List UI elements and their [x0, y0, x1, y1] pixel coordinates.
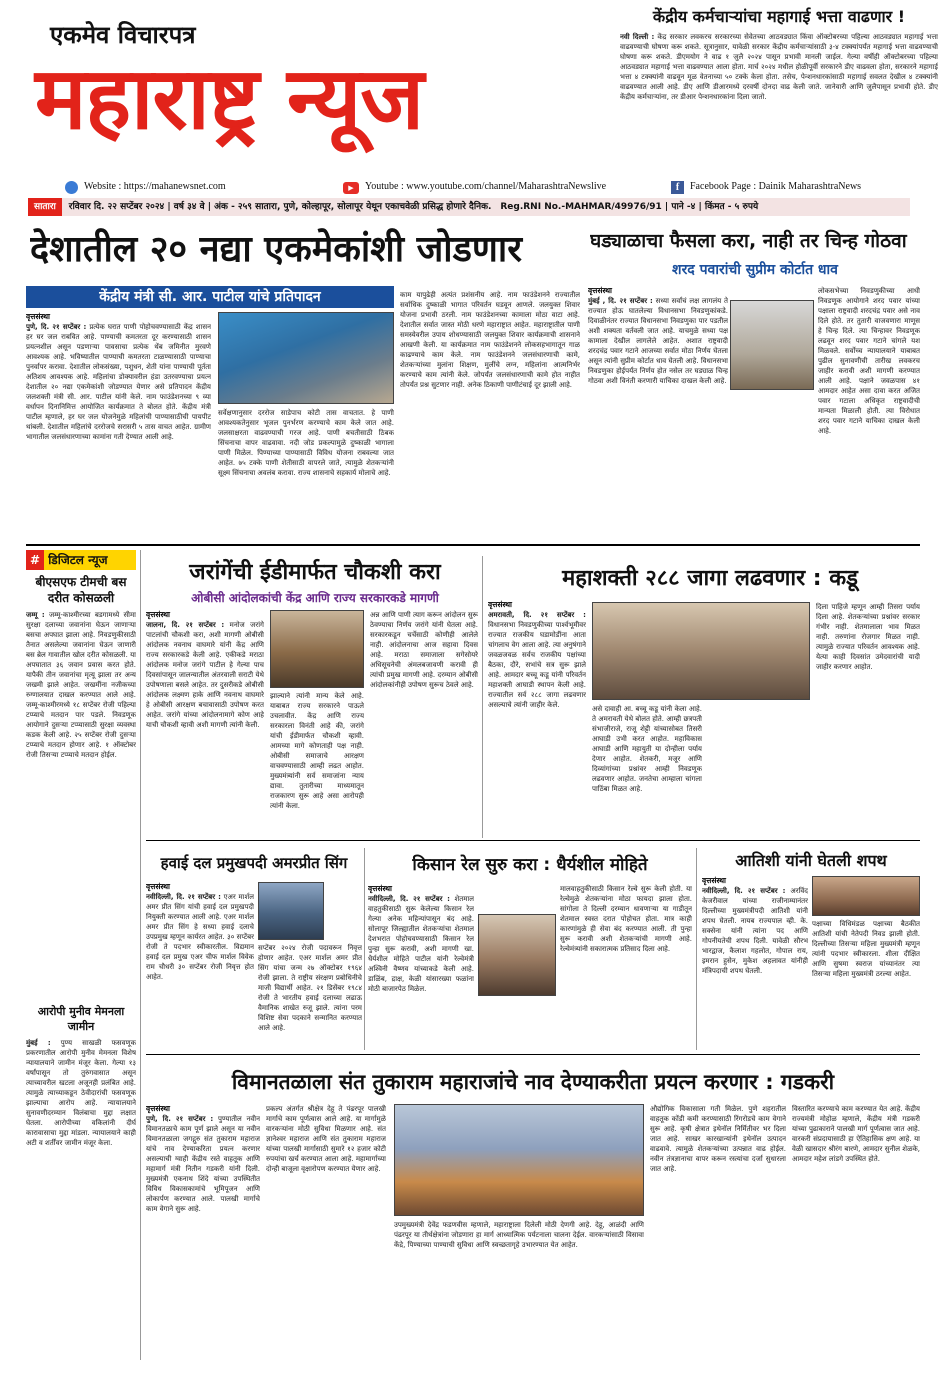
gadkari-body3: उपमुख्यमंत्री देवेंद्र फडणवीस म्हणाले, महाराष्ट्राला दिलेली मोठी देणगी आहे. देहू, आळंदी आणि पंढरपूर या तीर्थक्षेत्रांना जोडणारा हा मार्ग आध्यात्मिक पर्यटनाला चालना देईल. वारकऱ्यांसाठी विसावा केंद्रे, पिण्याच्या पाण्याची सुविधा आणि स्वच्छतागृहे उभारण्यात येत आहेत. — [394, 1221, 644, 1249]
masthead-tagline: एकमेव विचारपत्र — [50, 21, 196, 49]
date-bar — [28, 198, 910, 216]
atishi-source: वृत्तसंस्था — [702, 876, 726, 885]
top-story — [620, 6, 938, 178]
masthead-title: महाराष्ट्र न्यूज — [35, 49, 424, 149]
column-rule-left — [140, 550, 141, 1360]
rivers-headline: देशातील २० नद्या एकमेकांशी जोडणार — [30, 229, 522, 270]
jarange-source: वृत्तसंस्था — [146, 610, 170, 619]
mahashakti-body3: दिला पाहिजे म्हणून आम्ही तिसरा पर्याय दिला आहे. शेतकऱ्यांच्या प्रश्नांवर सरकार गंभीर नाही. शेतमालाला भाव मिळत नाही. तरुणांना रोजगार मिळत नाही. त्यामुळे राज्यात परिवर्तन आवश्यक आहे. येत्या काही दिवसांत उमेदवारांची यादी जाहीर करणार आहोत. — [816, 603, 920, 671]
kisan-body2: मालवाहतुकीसाठी किसान रेल्वे सुरू केली होती. या रेल्वेमुळे शेतकऱ्यांना मोठा फायदा झाला होता. सांगोला ते दिल्ली दरम्यान धावणाऱ्या या गाडीतून शेतमाल स्वस्त दरात पोहोचत होता. मात्र काही कारणांमुळे ही सेवा बंद करण्यात आली. ती पुन्हा सुरू करावी अशी शेतकऱ्यांची मागणी आहे. रेल्वेमंत्र्यांनी सकारात्मक प्रतिसाद दिला आहे. — [560, 885, 692, 953]
atishi-headline: आतिशी यांनी घेतली शपथ — [735, 851, 887, 870]
jarange-headline: जरांगेंची ईडीमार्फत चौकशी करा — [189, 560, 441, 585]
mahashakti-headline: महाशक्ती २८८ जागा लढवणार : कडू — [562, 566, 858, 591]
rivers-subhead: केंद्रीय मंत्री सी. आर. पाटील यांचे प्रतिपादन — [26, 286, 394, 308]
amarpreet-body1: एअर मार्शल अमर प्रीत सिंग यांची हवाई दल प्रमुखपदी नियुक्ती करण्यात आली आहे. एअर मार्शल अमर प्रीत सिंग हे सध्या हवाई दलाचे उपप्रमुख म्हणून कार्यरत आहेत. ३० सप्टेंबर रोजी ते पदभार स्वीकारतील. विद्यमान हवाई दल प्रमुख एअर चीफ मार्शल विवेक राम चौधरी ३० सप्टेंबर रोजी निवृत्त होत आहेत. — [146, 893, 254, 981]
mahashakti-body2: असे दावाही आ. बच्चू कडू यांनी केला आहे. ते अमरावती येथे बोलत होते. आम्ही छत्रपती संभाजीराजे, राजू शेट्टी यांच्यासोबत तिसरी आघाडी उभी करत आहोत. महाविकास आघाडी आणि महायुती या दोन्हीला पर्याय देणार आहोत. शेतकरी, मजूर आणि दिव्यांगांच्या प्रश्नांवर आम्ही निवडणूक लढवणार आहोत. जनतेचा आम्हाला चांगला पाठिंबा मिळत आहे. — [592, 705, 702, 793]
jarange-body1: मनोज जरांगे पाटलांची चौकशी करा, अशी मागणी ओबीसी आंदोलक नवनाथ वाघमारे यांनी केंद्र आणि राज्य सरकारकडे केली आहे. एकीकडे मराठा आंदोलक मनोज जरांगे पाटील हे गेल्या पाच दिवसांपासून जालन्यातील अंतरवाली सराटी येथे उपोषणाला बसले आहेत. तर दुसरीकडे ओबीसी आंदोलक लक्ष्मण हाके आणि नवनाथ वाघमारे हे ओबीसी आरक्षण बचावासाठी उपोषण करत आहेत. जरांगे यांच्या आंदोलनामागे कोण आहे याची चौकशी व्हावी अशी मागणी त्यांनी केली. — [146, 621, 264, 729]
atishi-col2 — [812, 876, 920, 1050]
amarpreet-source: वृत्तसंस्था — [146, 882, 170, 891]
bsf-dateline: जम्मू : — [26, 611, 45, 619]
jarange-dateline: जालना, दि. २१ सप्टेंबर : — [146, 621, 225, 629]
party-headline: घड्याळाचा फैसला करा, नाही तर चिन्ह गोठवा — [590, 230, 907, 252]
kisan-col1 — [368, 884, 474, 1050]
party-col1 — [588, 286, 728, 540]
amarpreet-body2: सप्टेंबर २०२४ रोजी पदावरून निवृत्त होणार आहेत. एअर मार्शल अमर प्रीत सिंग यांचा जन्म २७ ऑक्टोबर १९६४ रोजी झाला. ते राष्ट्रीय संरक्षण प्रबोधिनीचे माजी विद्यार्थी आहेत. २१ डिसेंबर १९८४ रोजी ते भारतीय हवाई दलाच्या लढाऊ वैमानिक शाखेत रुजू झाले. त्यांना परम विशिष्ट सेवा पदकाने सन्मानित करण्यात आले आहे. — [258, 944, 362, 1032]
youtube-link[interactable]: Youtube : www.youtube.com/channel/MaharashtraNewslive — [365, 181, 607, 192]
jarange-col3 — [370, 610, 478, 834]
atishi-body1: अरविंद केजरीवाल यांच्या राजीनाम्यानंतर दिल्लीच्या मुख्यमंत्रीपदी आतिशी यांनी शपथ घेतली. नायब राज्यपाल व्ही. के. सक्सेना यांनी त्यांना पद आणि गोपनीयतेची शपथ दिली. यावेळी सौरभ भारद्वाज, कैलाश गहलोत, गोपाल राय, इमरान हुसेन, मुकेश अहलावत यांनीही मंत्रिपदाची शपथ घेतली. — [702, 887, 808, 975]
gadkari-headline: विमानतळाला संत तुकाराम महाराजांचे नाव देण्याकरीता प्रयत्न करणार : गडकरी — [231, 1070, 835, 1094]
rivers-col1 — [26, 312, 211, 540]
top-story-text: केंद्र सरकार लवकरच सरकारच्या सेवेतच्या आठवड्यात किंवा ऑक्टोबरच्या पहिल्या आठवड्यात महागाई भत्ता वाढवण्याची घोषणा करू शकते. सूत्रानुसार, यावेळी सरकार केंद्रीय कर्मचाऱ्यांसाठी ३-४ टक्क्यांपर्यंत महागाई भत्ता वाढवण्याची घोषणा करू शकते. डीएमयोग ने वाढ १ जुलै २०२४ पासून प्रभावी मानली जाईल. गेल्या वर्षीही ऑक्टोबरच्या पहिल्या आठवड्यात महागाई भत्ता वाढवण्यात आला होता. मार्च २०२४ मधील होळीपूर्वी सरकारने डीए वाढवला होता, सरकारने महागाई भत्ता ४ टक्क्यांनी वाढवून मूळ वेतनाच्या ५० टक्के केला होता. तसेच, पेन्शनधारकांसाठी महागाई सवलत देखील ४ टक्क्यांनी वाढवण्यात आली आहे. डीए आणि डीआरमध्ये दरवर्षी दोनदा वाढ केली जाते. जानेवारी आणि जुलैपासून प्रभावी होते. डीए केंद्रीय कर्मचाऱ्यांना, तर डीआर पेन्शनधारकांना दिला जातो. — [620, 33, 938, 101]
atishi-col1 — [702, 876, 808, 1050]
divider-3 — [146, 1054, 920, 1055]
mahashakti-photo — [592, 602, 810, 700]
kisan-source: वृत्तसंस्था — [368, 884, 392, 893]
mahashakti-col2 — [592, 704, 702, 834]
supreme-court-photo — [730, 300, 814, 390]
kisan-headline: किसान रेल सुरु करा : धैर्यशील मोहिते — [412, 855, 648, 875]
rivers-body2: सर्वेक्षणानुसार दररोज साडेपाच कोटी तास वाचतात. हे पाणी आवश्यकतेनुसार भूजल पुनर्भरण करण्याचे काम केले जात आहे. जलसाक्षरता वाढवण्याची गरज आहे. पाणी बचतीसाठी ठिबक सिंचनाचा वापर वाढवावा. नदी जोड प्रकल्पामुळे दुष्काळी भागाला पाणी मिळेल. पिण्याच्या पाण्यासाठी विविध योजना राबवल्या जात आहेत. ७५ टक्के पाणी शेतीसाठी वापरले जाते, त्यामुळे शेतकऱ्यांनी सूक्ष्म सिंचनाचा अवलंब करावा. राज्य शासनाचे सहकार्य मोलाचे आहे. — [218, 409, 394, 477]
party-body1: सध्या सर्वांचं लक्ष लागलंय ते राज्यात होऊ घातलेल्या विधानसभा निवडणुकांकडे. दिवाळीनंतर राज्यात विधानसभा निवडणुका पार पडतील अशी शक्यता वर्तवली जात आहे. याचमुळे सध्या पक्ष कामाला देखील लागलेले आहेत. अशात राष्ट्रवादी शरदचंद्र पवार गटाने आजच्या सर्वात मोठा निर्णय घेतला असून त्यांनी सुप्रीम कोर्टात धाव घेतली आहे. विधानसभा निवडणुका होईपर्यंत निर्णय होत नसेल तर घड्याळ चिन्ह गोठवा अशी विनंती करणारी याचिका दाखल केली आहे. — [588, 297, 728, 385]
jarange-body2: झाल्याने त्यांनी मान्य केले आहे. याबाबत राज्य सरकारने पाऊले उचलावीत. केंद्र आणि राज्य सरकारला विनंती आहे की, जरांगे यांची ईडीमार्फत चौकशी व्हावी. आमच्या मागे कोणताही पक्ष नाही. ओबीसी समाजाचे आरक्षण वाचवण्यासाठी आम्ही लढत आहोत. मुख्यमंत्र्यांनी सर्व समाजांना न्याय द्यावा. तुतारीच्या माध्यमातून राजकारण सुरू आहे असा आरोपही त्यांनी केला. — [270, 692, 364, 810]
column-rule-mid — [482, 556, 483, 838]
rivers-source: वृत्तसंस्था — [26, 312, 50, 321]
gadkari-body4: औद्योगिक विकासाला गती मिळेल. पुणे शहरातील वाहतूक कोंडी कमी करण्यासाठी रिंगरोडचे काम वेगाने सुरू आहे. कृषी क्षेत्रात इथेनॉल निर्मितीवर भर दिला जात आहे. साखर कारखान्यांनी इथेनॉल उत्पादन वाढवावे. त्यामुळे शेतकऱ्यांच्या उत्पन्नात वाढ होईल. नवीन तंत्रज्ञानाचा वापर करून रस्त्यांचा दर्जा सुधारला जात आहे. — [650, 1105, 786, 1173]
party-col2 — [818, 286, 920, 540]
mahashakti-dateline: अमरावती, दि. २१ सप्टेंबर : — [488, 611, 586, 619]
youtube-icon: ▶ — [343, 182, 359, 194]
atishi-body2: पक्षाच्या विधिमंडळ पक्षाच्या बैठकीत आतिशी यांची नेतेपदी निवड झाली होती. दिल्लीच्या तिसऱ्या महिला मुख्यमंत्री म्हणून त्यांनी पदभार स्वीकारला. शीला दीक्षित आणि सुषमा स्वराज यांच्यानंतर त्या तिसऱ्या महिला मुख्यमंत्री ठरल्या आहेत. — [812, 920, 920, 978]
facebook-link[interactable]: Facebook Page : Dainik MaharashtraNews — [690, 181, 862, 192]
top-story-headline: केंद्रीय कर्मचाऱ्यांचा महागाई भत्ता वाढणार ! — [652, 7, 906, 26]
divider — [26, 544, 920, 546]
gadkari-col2 — [266, 1104, 386, 1360]
links-bar — [0, 180, 945, 196]
rivers-dateline: पुणे, दि. २१ सप्टेंबर : — [26, 323, 87, 331]
amarpreet-headline: हवाई दल प्रमुखपदी अमरप्रीत सिंग — [160, 854, 348, 872]
gadkari-dateline: पुणे, दि. २१ सप्टेंबर : — [146, 1115, 214, 1123]
top-story-dateline: नवी दिल्ली : — [620, 33, 655, 41]
gadkari-col1 — [146, 1104, 260, 1360]
rivers-photo — [218, 312, 394, 404]
dateline-info: रविवार दि. २२ सप्टेंबर २०२४ | वर्ष ३४ वे | अंक - २५९ सातारा, पुणे, कोल्हापूर, सोलापूर येथून एकाचवेळी प्रसिद्ध होणारे दैनिक. — [68, 202, 492, 212]
party-dateline: मुंबई , दि. २१ सप्टेंबर : — [588, 297, 653, 305]
jarange-photo — [270, 610, 364, 688]
bottom-border — [0, 1380, 945, 1396]
party-body2: लोकसभेच्या निवडणुकीच्या आधी निवडणूक आयोगाने शरद पवार यांच्या पक्षाला राष्ट्रवादी शरदचंद्र पवार असे नाव दिले होते. तर तुतारी वाजवणारा माणूस हे चिन्ह दिले. त्या चिन्हावर निवडणूक लढवून शरद पवार गटाने चांगले यश मिळवले. सर्वोच्च न्यायालयाने याबाबत पुढील सुनावणीची तारीख लवकरच जाहीर करावी अशी मागणी करण्यात आली आहे. पक्षाने जवळपास ४१ आमदार आहेत असा दावा करत अजित पवार गटाला अधिकृत राष्ट्रवादीची मान्यता मिळाली होती. त्या विरोधात शरद पवार गटाने याचिका दाखल केली आहे. — [818, 287, 920, 435]
atishi-photo — [812, 876, 920, 916]
mahashakti-body1: विधानसभा निवडणुकीच्या पार्श्वभूमीवर राज्यात राजकीय घडामोडींना आता चांगलाच वेग आला आहे. त्या अनुषंगाने जवळजवळ सर्वच राजकीय पक्षांच्या बैठका, दौरे, सभांचे सत्र सुरू झाले आहे. आमदार बच्चू कडू यांनी परिवर्तन महाशक्ती आघाडी स्थापन केली आहे. राज्यातील सर्व २८८ जागा लढवणार असल्याचे त्यांनी जाहीर केले. — [488, 621, 586, 709]
edition-tag: सातारा — [28, 198, 62, 216]
digital-news-label: डिजिटल न्यूज — [48, 553, 108, 567]
kisan-dateline: नवीदिल्ली, दि. २१ सप्टेंबर : — [368, 895, 450, 903]
bsf-body — [26, 610, 136, 1000]
rivers-col3 — [400, 290, 580, 540]
column-rule-4 — [696, 848, 697, 1050]
facebook-icon: f — [671, 181, 684, 194]
gadkari-col3 — [394, 1220, 644, 1360]
rivers-body3: काम यापुढेही अत्यंत प्रशंसनीय आहे. नाम फाउंडेशनने राज्यातील सर्वाधिक दुष्काळी भागात परिवर्तन घडवून आणले. जलयुक्त शिवार योजना प्रभावी ठरली. नाम फाउंडेशनच्या कामाला मोठा वाटा आहे. देशातील सर्वात जास्त मोठी धरणे महाराष्ट्रात आहेत. महाराष्ट्रातील पाणी समस्येवरील उपाय शोधण्यासाठी जलयुक्त शिवार कार्यक्रमाची शासनाने आखणी केली. या कार्यक्रमात नाम फाउंडेशनने लोकसहभागातून गाळ काढण्याचे काम केले. नाम फाउंडेशनने जलसंधारणाची कामे, शेतकऱ्यांच्या मुलांना शिक्षण, मुलींचे लग्न, महिलांना आत्मनिर्भर करण्याचे काम त्यांनी केले. जोपर्यंत जलसंधारणाची कामे होत नाहीत तोपर्यंत प्रश्न सुटणार नाही. अनेक ठिकाणी पाणीटंचाई दूर झाली आहे. — [400, 291, 580, 389]
globe-icon — [65, 181, 78, 194]
munir-headline: आरोपी मुनीव मेमनला जामीन — [37, 1005, 125, 1033]
mahashakti-source: वृत्तसंस्था — [488, 600, 512, 609]
party-subhead: शरद पवारांची सुप्रीम कोर्टात धाव — [672, 262, 838, 278]
kisan-col2 — [560, 884, 692, 1050]
registration-info: Reg.RNI No.-MAHMAR/49976/91 | पाने -४ | किंमत - ५ रुपये — [500, 202, 759, 212]
amarpreet-col1 — [146, 882, 254, 1050]
gadkari-body5: विस्तारित करण्याचे काम करण्यात येत आहे. केंद्रीय राज्यमंत्री मोहोळ म्हणाले, केंद्रीय मंत्री गडकरी यांच्या पुढाकाराने पालखी मार्ग पूर्णत्वास जात आहे. वारकरी संप्रदायासाठी हा ऐतिहासिक क्षण आहे. या वेळी खासदार श्रीरंग बारणे, आमदार सुनील शेळके, आमदार महेश लांडगे उपस्थित होते. — [792, 1105, 920, 1163]
amarpreet-dateline: नवीदिल्ली, दि. २१ सप्टेंबर : — [146, 893, 221, 901]
kisan-photo — [478, 914, 556, 996]
divider-2 — [146, 840, 920, 841]
mahashakti-col1 — [488, 600, 586, 834]
top-story-body — [620, 32, 938, 150]
munir-body — [26, 1038, 136, 1358]
bsf-text: जम्मू-काश्मीरच्या बडगामध्ये सीमा सुरक्षा दलाच्या जवानांना घेऊन जाणाऱ्या बसचा अपघात झाला आहे. निवडणुकीसाठी तैनात असलेल्या जवानांना घेऊन जाणारी बस ब्रेल गावातील खोल दरीत कोसळली. या अपघातात ३६ जवान प्रवास करत होते. यापैकी तीन जवानांचा मृत्यू झाला तर अन्य जखमी झाले आहेत. जखमींना नजीकच्या रुग्णालयात दाखल करण्यात आले आहे. जम्मू-काश्मीरमध्ये १८ सप्टेंबर रोजी पहिल्या टप्प्याचे मतदान पार पडले. निवडणूक आयोगाने दुसऱ्या टप्प्यासाठी सुरक्षा व्यवस्था कडक केली आहे. २५ सप्टेंबर रोजी दुसऱ्या टप्प्याचे मतदान होणार आहे. १ ऑक्टोबर रोजी तिसऱ्या टप्प्याचे मतदान होईल. — [26, 611, 136, 759]
jarange-body3: अन्न आणि पाणी त्याग करून आंदोलन सुरू ठेवण्याचा निर्णय जरांगे यांनी घेतला आहे. सरकारकडून चर्चेसाठी कोणीही आलेले नाही. आंदोलनाचा आज सहावा दिवस आहे. मराठा समाजाला सगेसोयरे अधिसूचनेची अंमलबजावणी करावी ही त्यांची प्रमुख मागणी आहे. दरम्यान ओबीसी आंदोलकांनीही उपोषण सुरूच ठेवले आहे. — [370, 611, 478, 689]
kisan-body1: शेतमाल वाहतुकीसाठी सुरू केलेल्या किसान रेल गेल्या अनेक महिन्यांपासून बंद आहे. सोलापूर जिल्ह्यातील शेतकऱ्यांचा शेतमाल देशभरात पोहोचवण्यासाठी किसान रेल पुन्हा सुरू करावी, अशी मागणी खा. धैर्यशील मोहिते पाटील यांनी रेल्वेमंत्री अश्विनी वैष्णव यांच्याकडे केली आहे. डाळिंब, द्राक्ष, केळी यांसारख्या फळांना मोठी बाजारपेठ मिळेल. — [368, 895, 474, 993]
column-rule-3 — [364, 848, 365, 1050]
atishi-dateline: नवीदिल्ली, दि. २१ सप्टेंबर : — [702, 887, 786, 895]
jarange-col2 — [270, 610, 364, 834]
gadkari-col5 — [792, 1104, 920, 1360]
amarpreet-col2 — [258, 882, 362, 1050]
party-source: वृत्तसंस्था — [588, 286, 612, 295]
jarange-subhead: ओबीसी आंदोलकांची केंद्र आणि राज्य सरकारकडे मागणी — [191, 591, 439, 605]
gadkari-body2: प्रकल्प अंतर्गत श्रीक्षेत्र देहू ते पंढरपूर पालखी मार्गाचे काम पूर्णत्वास आले आहे. या मार्गामुळे वारकऱ्यांना मोठी सुविधा मिळणार आहे. संत ज्ञानेश्वर महाराज आणि संत तुकाराम महाराज यांच्या पालखी मार्गासाठी सुमारे १२ हजार कोटी रुपयांचा खर्च करण्यात आला आहे. महामार्गाच्या दोन्ही बाजूला वृक्षारोपण करण्यात येणार आहे. — [266, 1105, 386, 1173]
digital-news-tag — [26, 550, 136, 570]
website-link[interactable]: Website : https://mahanewsnet.com — [84, 181, 226, 192]
mahashakti-col3 — [816, 602, 920, 834]
bsf-headline: बीएसएफ टीमची बस दरीत कोसळली — [35, 575, 127, 605]
hash-icon: # — [26, 550, 44, 570]
rivers-col2 — [218, 408, 394, 540]
munir-text: पुण्य साखळी फसवणूक प्रकरणातील आरोपी मुनीव मेमनला विशेष न्यायालयाने जामीन मंजूर केला. गेल्या १३ वर्षांपासून तो तुरुंगवासात असून त्याच्यावरील खटला अजूनही प्रलंबित आहे. त्यामुळे त्याच्याकडून ठेवीदारांची फसवणूक झाल्याचा आरोप आहे. न्यायालयाने सुनावणीदरम्यान विलंबाचा मुद्दा लक्षात घेतला. आरोपीच्या वकिलांनी दीर्घ कारावासाचा मुद्दा मांडला. न्यायालयाने काही अटी व शर्तींवर जामीन मंजूर केला. — [26, 1039, 136, 1147]
gadkari-body1: पुण्यातील नवीन विमानतळाचे काम पूर्ण झाले असून या नवीन विमानतळाला जगद्गुरु संत तुकाराम महाराज यांचे नाव देण्याकरिता प्रयत्न करणार असल्याची ग्वाही केंद्रीय रस्ते वाहतूक आणि महामार्ग मंत्री नितीन गडकरी यांनी दिली. मुख्यमंत्री एकनाथ शिंदे यांच्या उपस्थितीत विविध विकासकामांचे भूमिपूजन आणि लोकार्पण करण्यात आले. पालखी मार्गाचे काम वेगाने सुरू आहे. — [146, 1115, 260, 1213]
gadkari-col4 — [650, 1104, 786, 1360]
gadkari-photo — [394, 1104, 644, 1216]
gadkari-source: वृत्तसंस्था — [146, 1104, 170, 1113]
amarpreet-photo — [258, 882, 324, 940]
jarange-col1 — [146, 610, 264, 834]
rivers-body1: प्रत्येक घरात पाणी पोहोचवण्यासाठी केंद्र शासन हर घर जल राबवित आहे. पाण्याची कमतरता दूर करण्यासाठी शासन प्रयत्नशील असून पडणाऱ्या पावसाचा प्रत्येक थेंब जमिनीत मुरवणे आवश्यक आहे. भविष्यातील पाण्याची कमतरता टाळण्यासाठी पाण्याचा पुनर्वापर करावा. देशातील लोकसंख्या, पशुधन, शेती यांना पाण्याची पूर्तता अतिशय आवश्यक आहे. महिलांचा डोक्यावरील हंडा उतरवण्याचा प्रयत्न देशातील २० नद्या एकमेकांशी जोडण्यात येणार असे प्रतिपादन केंद्रीय जलशक्ती मंत्री सी. आर. पाटील यांनी केले. नाम फाउंडेशनच्या ९ व्या वर्धापन दिनानिमित्त आयोजित कार्यक्रमात ते बोलत होते. केंद्रीय मंत्री पाटील म्हणाले, हर घर जल योजनेमुळे महिलांची पाण्यासाठीची पायपीट थांबली. देशातील महिलांचे दररोजचे सरासरी ५ तास वाचत आहेत. ग्रामीण भागातील जलसंधारणाच्या कामांना गती देण्यात आली आहे. — [26, 323, 211, 441]
munir-dateline: मुंबई : — [26, 1039, 51, 1047]
